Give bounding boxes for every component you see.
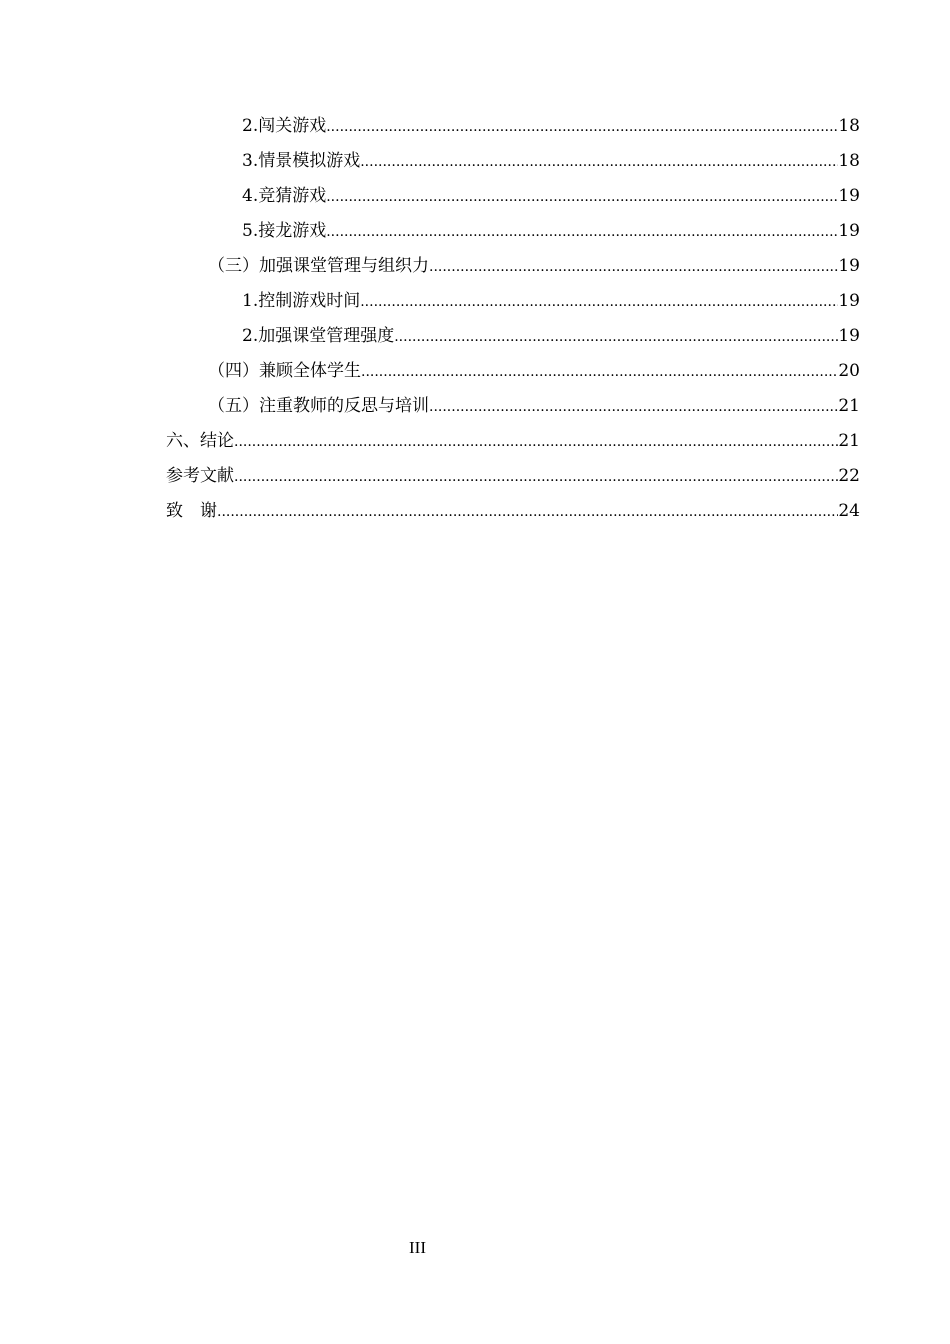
toc-dot-leader [326, 180, 838, 215]
toc-entry[interactable] [166, 319, 860, 354]
toc-entry-page: 21 [838, 431, 860, 451]
toc-entry-page: 24 [838, 501, 860, 521]
toc-dot-leader [361, 355, 838, 390]
toc-entry[interactable] [166, 179, 860, 214]
toc-dot-leader [360, 145, 838, 180]
toc-entry[interactable] [166, 144, 860, 179]
toc-dot-leader [326, 215, 838, 250]
toc-entry[interactable] [166, 459, 860, 494]
table-of-contents [166, 109, 860, 529]
toc-entry[interactable] [166, 389, 860, 424]
toc-entry-label: （五）注重教师的反思与培训 [208, 396, 429, 416]
toc-entry-page: 18 [838, 116, 860, 136]
toc-entry-label: 致 谢 [166, 501, 217, 521]
toc-entry-page: 21 [838, 396, 860, 416]
toc-entry[interactable] [166, 109, 860, 144]
toc-entry-label: 4.竞猜游戏 [242, 186, 327, 206]
toc-entry-page: 19 [838, 221, 860, 241]
toc-entry[interactable] [166, 354, 860, 389]
toc-dot-leader [429, 390, 838, 425]
toc-entry-page: 19 [838, 291, 860, 311]
toc-dot-leader [326, 110, 838, 145]
toc-dot-leader [394, 320, 838, 355]
toc-entry[interactable] [166, 494, 860, 529]
toc-entry-label: 2.加强课堂管理强度 [242, 326, 395, 346]
toc-entry-page: 19 [838, 256, 860, 276]
page-number-footer: III [409, 1238, 426, 1257]
toc-entry-label: 六、结论 [166, 431, 234, 451]
toc-entry-page: 19 [838, 186, 860, 206]
toc-entry-label: 1.控制游戏时间 [242, 291, 361, 311]
toc-dot-leader [234, 460, 838, 495]
toc-entry-page: 20 [838, 361, 860, 381]
toc-entry-page: 22 [838, 466, 860, 486]
toc-entry-page: 19 [838, 326, 860, 346]
toc-entry-label: 5.接龙游戏 [242, 221, 327, 241]
toc-dot-leader [234, 425, 838, 460]
toc-entry[interactable] [166, 249, 860, 284]
toc-dot-leader [429, 250, 838, 285]
toc-entry[interactable] [166, 424, 860, 459]
toc-entry[interactable] [166, 214, 860, 249]
toc-entry-page: 18 [838, 151, 860, 171]
toc-entry-label: 2.闯关游戏 [242, 116, 327, 136]
toc-entry-label: 参考文献 [166, 466, 234, 486]
toc-entry-label: （四）兼顾全体学生 [208, 361, 361, 381]
toc-entry-label: （三）加强课堂管理与组织力 [208, 256, 429, 276]
toc-entry[interactable] [166, 284, 860, 319]
toc-dot-leader [360, 285, 838, 320]
toc-entry-label: 3.情景模拟游戏 [242, 151, 361, 171]
toc-dot-leader [217, 495, 838, 530]
